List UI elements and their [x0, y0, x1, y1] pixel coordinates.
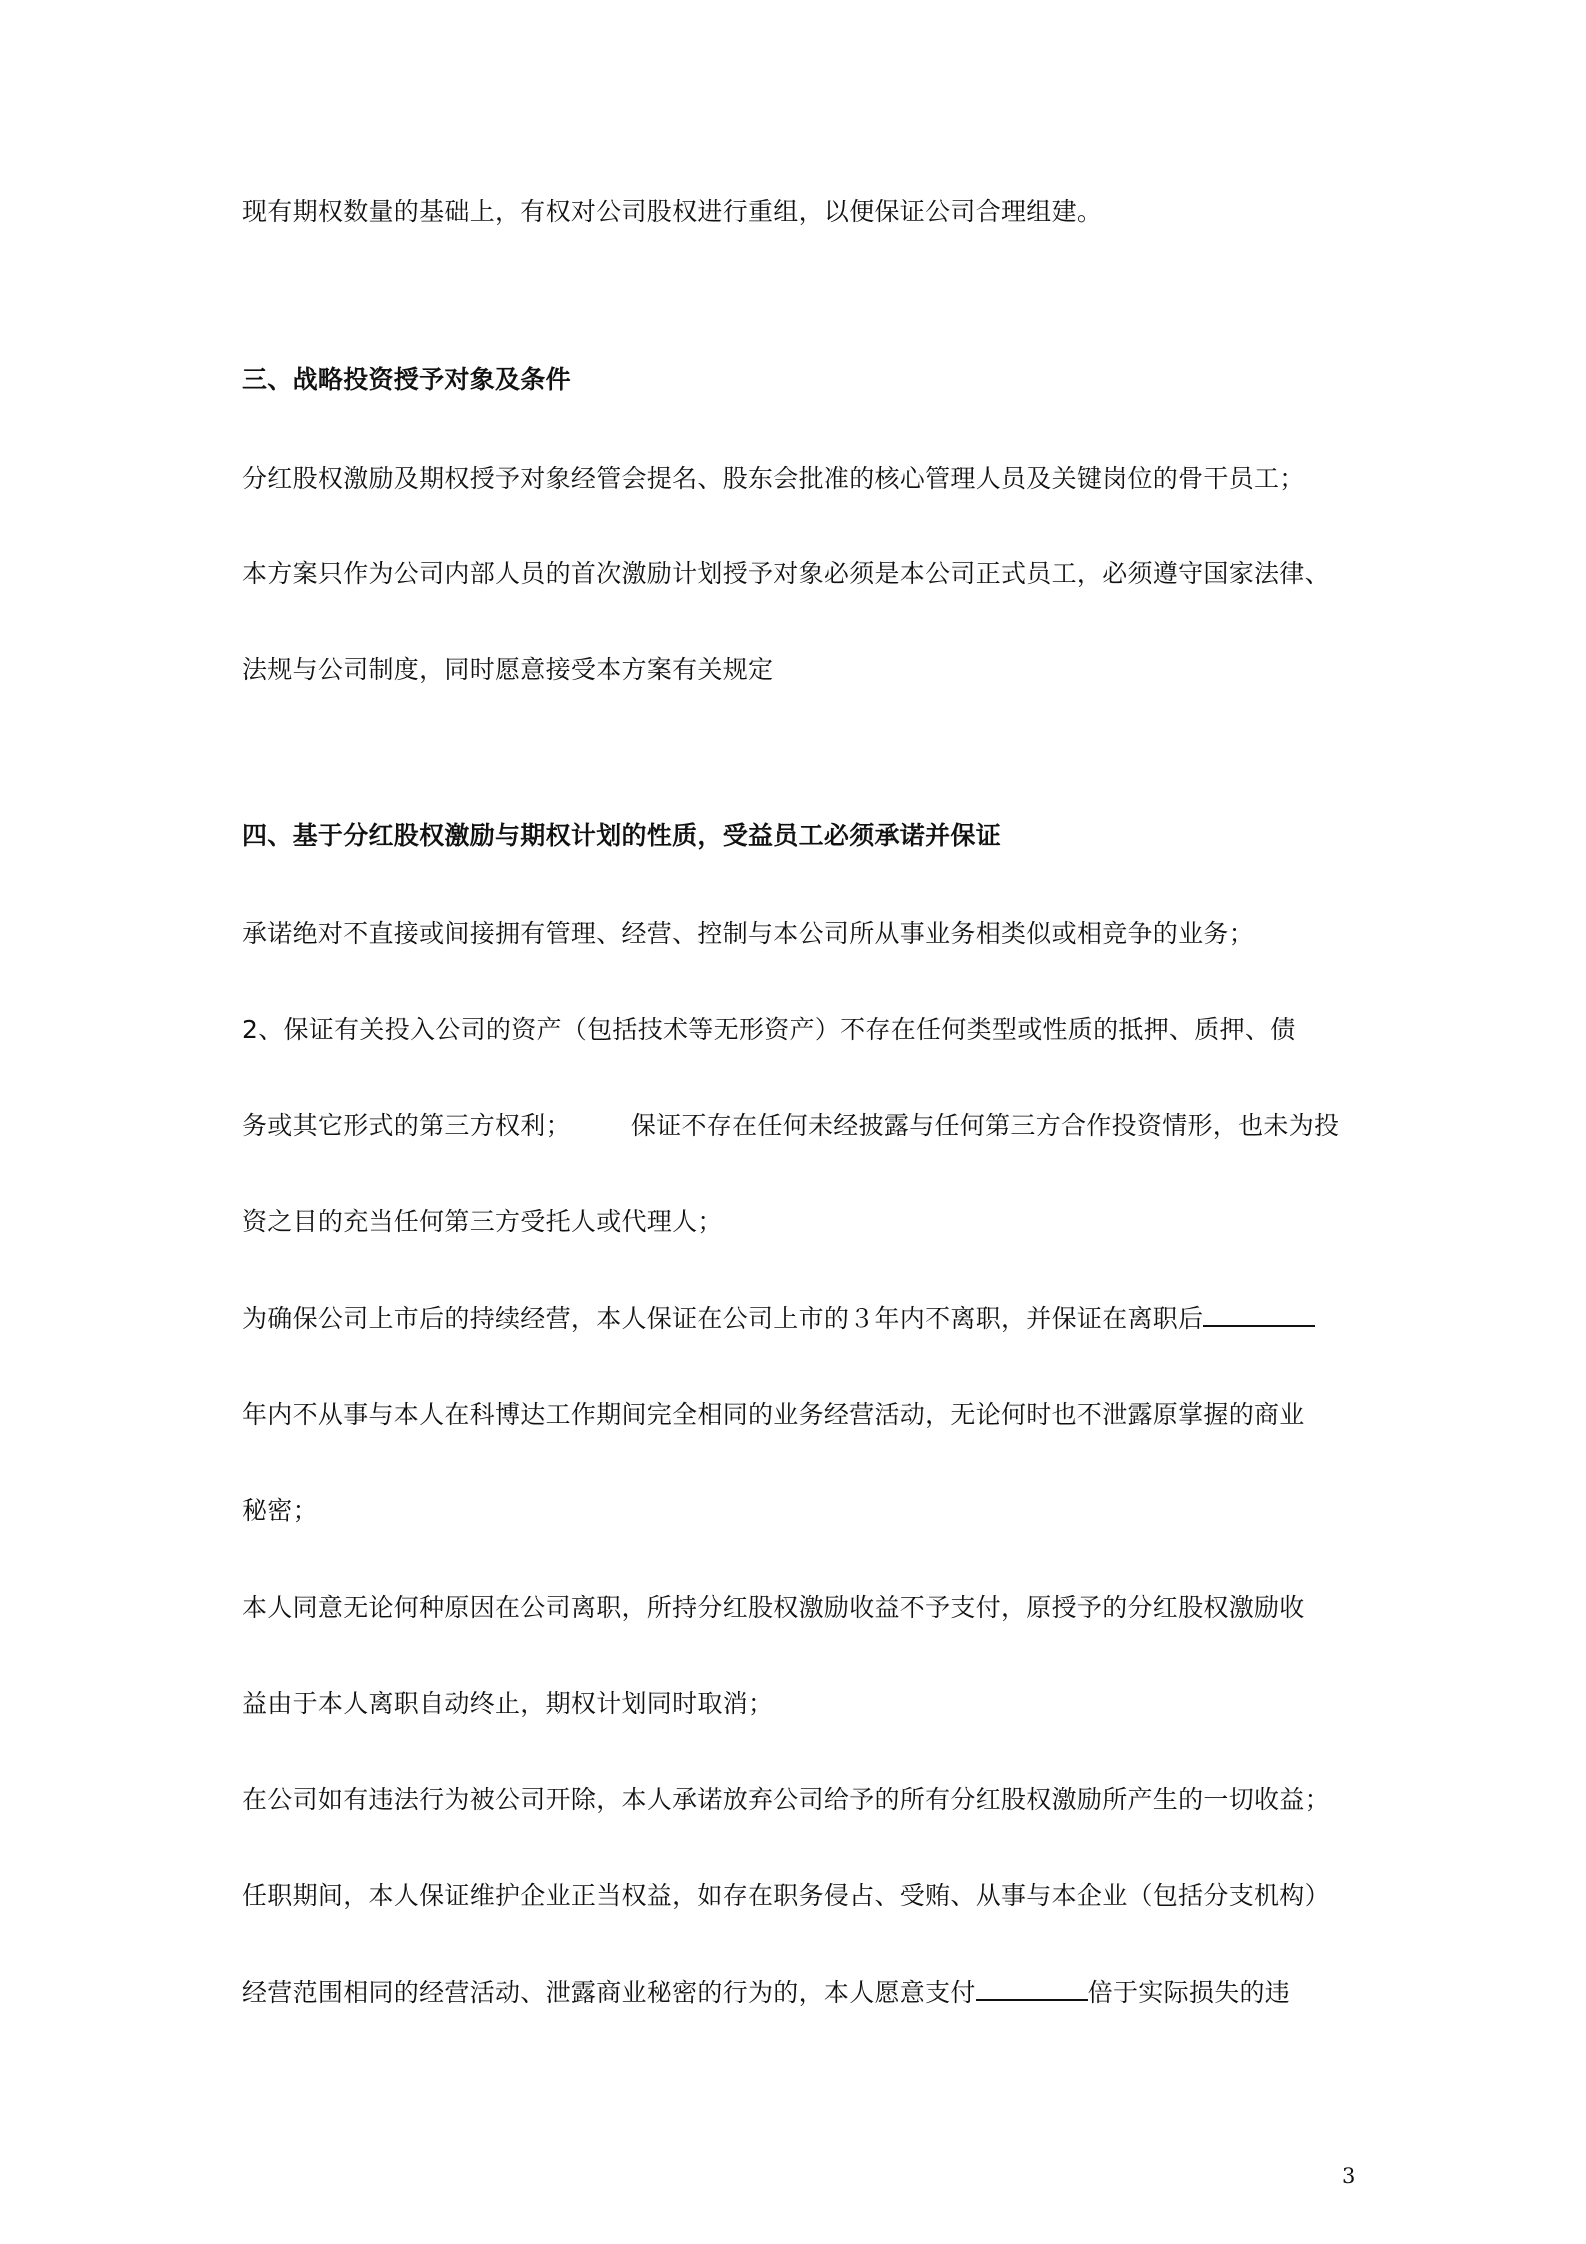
- page-number: 3: [1342, 2164, 1356, 2188]
- paragraph-line: 在公司如有违法行为被公司开除，本人承诺放弃公司给予的所有分红股权激励所产生的一切收益；: [242, 1785, 1330, 1814]
- paragraph-line: [242, 1303, 1315, 1335]
- paragraph-line: 益由于本人离职自动终止，期权计划同时取消；: [242, 1689, 774, 1718]
- paragraph-line: 承诺绝对不直接或间接拥有管理、经营、控制与本公司所从事业务相类似或相竞争的业务；: [242, 919, 1255, 948]
- paragraph-line: 本方案只作为公司内部人员的首次激励计划授予对象必须是本公司正式员工，必须遵守国家法律、: [242, 559, 1330, 588]
- text-segment: 务或其它形式的第三方权利；: [242, 1111, 571, 1140]
- text-segment: 倍于实际损失的违: [1087, 1978, 1291, 2007]
- paragraph-line: 年内不从事与本人在科博达工作期间完全相同的业务经营活动，无论何时也不泄露原掌握的商业: [242, 1400, 1305, 1429]
- paragraph-line: 现有期权数量的基础上，有权对公司股权进行重组，以便保证公司合理组建。: [242, 197, 1103, 226]
- paragraph-line: 秘密；: [242, 1496, 318, 1525]
- paragraph-line: [242, 1110, 1339, 1142]
- section-heading-3: 三、战略投资授予对象及条件: [242, 365, 571, 394]
- fill-in-blank-multiplier: [976, 1977, 1088, 2001]
- paragraph-line: 本人同意无论何种原因在公司离职，所持分红股权激励收益不予支付，原授予的分红股权激励收: [242, 1593, 1305, 1622]
- text-segment: 经营范围相同的经营活动、泄露商业秘密的行为的，本人愿意支付: [242, 1978, 976, 2007]
- text-segment: 保证不存在任何未经披露与任何第三方合作投资情形，也未为投: [630, 1111, 1340, 1140]
- paragraph-line: [242, 1977, 1290, 2009]
- paragraph-line: 任职期间，本人保证维护企业正当权益，如存在职务侵占、受贿、从事与本企业（包括分支机构）: [242, 1881, 1330, 1910]
- paragraph-line: 2、保证有关投入公司的资产（包括技术等无形资产）不存在任何类型或性质的抵押、质押、债: [242, 1015, 1296, 1044]
- paragraph-line: 资之目的充当任何第三方受托人或代理人；: [242, 1207, 723, 1236]
- paragraph-line: 分红股权激励及期权授予对象经管会提名、股东会批准的核心管理人员及关键岗位的骨干员工；: [242, 464, 1305, 493]
- fill-in-blank-years: [1203, 1303, 1315, 1327]
- paragraph-line: 法规与公司制度，同时愿意接受本方案有关规定: [242, 655, 774, 684]
- text-segment: 为确保公司上市后的持续经营，本人保证在公司上市的３年内不离职，并保证在离职后: [242, 1304, 1204, 1333]
- section-heading-4: 四、基于分红股权激励与期权计划的性质，受益员工必须承诺并保证: [242, 821, 1002, 850]
